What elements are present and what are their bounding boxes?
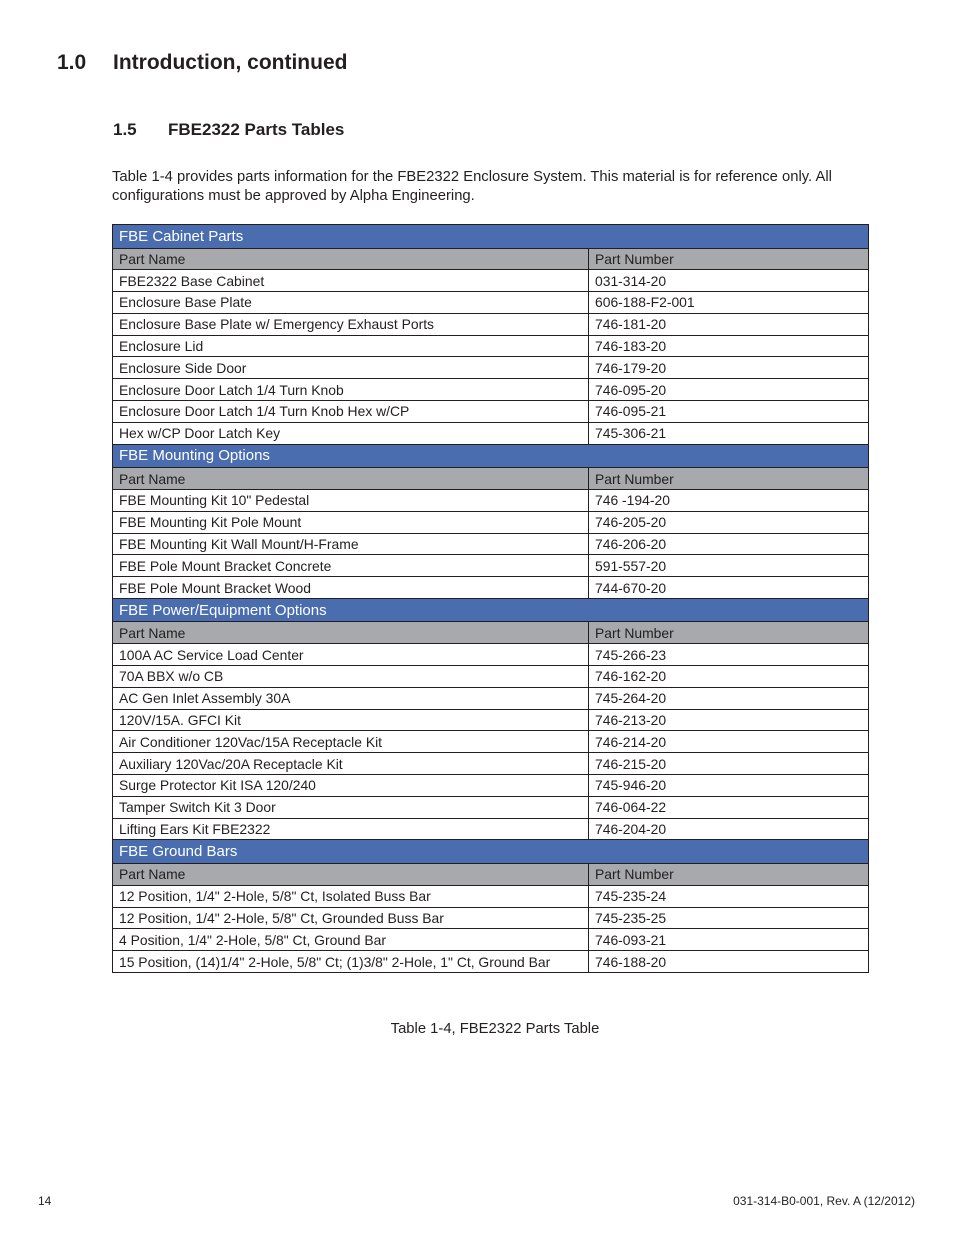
part-number-cell: 745-235-25	[589, 907, 869, 929]
part-name-cell: 12 Position, 1/4" 2-Hole, 5/8" Ct, Grounded Buss Bar	[113, 907, 589, 929]
section-title: FBE Mounting Options	[113, 444, 869, 468]
part-name-cell: FBE2322 Base Cabinet	[113, 270, 589, 292]
subheading-number: 1.5	[113, 120, 137, 139]
part-name-cell: 15 Position, (14)1/4" 2-Hole, 5/8" Ct; (1)3/8" 2-Hole, 1" Ct, Ground Bar	[113, 951, 589, 973]
part-number-cell: 746-205-20	[589, 511, 869, 533]
part-name-cell: FBE Pole Mount Bracket Concrete	[113, 555, 589, 577]
section-header-row	[113, 225, 869, 249]
table-row	[113, 644, 869, 666]
page-heading	[57, 51, 347, 75]
part-name-cell: 4 Position, 1/4" 2-Hole, 5/8" Ct, Ground Bar	[113, 929, 589, 951]
part-name-cell: FBE Pole Mount Bracket Wood	[113, 577, 589, 599]
part-number-cell: 746-162-20	[589, 666, 869, 688]
part-name-cell: AC Gen Inlet Assembly 30A	[113, 687, 589, 709]
part-name-cell: Enclosure Lid	[113, 335, 589, 357]
part-number-cell: 744-670-20	[589, 577, 869, 599]
part-number-cell: 746-204-20	[589, 818, 869, 840]
part-number-cell: 745-266-23	[589, 644, 869, 666]
part-number-cell: 746-093-21	[589, 929, 869, 951]
table-row	[113, 951, 869, 973]
part-number-cell: 746-179-20	[589, 357, 869, 379]
part-name-cell: Enclosure Door Latch 1/4 Turn Knob	[113, 379, 589, 401]
part-number-cell: 746-206-20	[589, 533, 869, 555]
part-name-cell: 120V/15A. GFCI Kit	[113, 709, 589, 731]
table-row	[113, 533, 869, 555]
table-row	[113, 929, 869, 951]
part-name-cell: Hex w/CP Door Latch Key	[113, 422, 589, 444]
part-number-cell: 746-215-20	[589, 753, 869, 775]
column-header-part-name: Part Name	[113, 863, 589, 885]
table-row	[113, 422, 869, 444]
column-header-row	[113, 863, 869, 885]
part-name-cell: Auxiliary 120Vac/20A Receptacle Kit	[113, 753, 589, 775]
section-header-row	[113, 444, 869, 468]
part-name-cell: Enclosure Side Door	[113, 357, 589, 379]
subheading-title: FBE2322 Parts Tables	[168, 120, 345, 139]
part-number-cell: 745-264-20	[589, 687, 869, 709]
part-name-cell: Enclosure Door Latch 1/4 Turn Knob Hex w/CP	[113, 401, 589, 423]
column-header-part-name: Part Name	[113, 248, 589, 270]
table-row	[113, 731, 869, 753]
part-number-cell: 746-213-20	[589, 709, 869, 731]
part-name-cell: 100A AC Service Load Center	[113, 644, 589, 666]
part-name-cell: FBE Mounting Kit Wall Mount/H-Frame	[113, 533, 589, 555]
table-row	[113, 753, 869, 775]
table-row	[113, 555, 869, 577]
table-row	[113, 818, 869, 840]
part-name-cell: Enclosure Base Plate	[113, 292, 589, 314]
part-name-cell: Tamper Switch Kit 3 Door	[113, 796, 589, 818]
column-header-part-name: Part Name	[113, 468, 589, 490]
table-row	[113, 313, 869, 335]
part-number-cell: 745-306-21	[589, 422, 869, 444]
column-header-part-number: Part Number	[589, 248, 869, 270]
table-row	[113, 292, 869, 314]
column-header-part-number: Part Number	[589, 863, 869, 885]
part-number-cell: 746-095-20	[589, 379, 869, 401]
part-name-cell: Enclosure Base Plate w/ Emergency Exhaust Ports	[113, 313, 589, 335]
part-name-cell: 70A BBX w/o CB	[113, 666, 589, 688]
table-row	[113, 796, 869, 818]
heading-number: 1.0	[57, 51, 87, 74]
part-number-cell: 591-557-20	[589, 555, 869, 577]
table-row	[113, 687, 869, 709]
part-number-cell: 606-188-F2-001	[589, 292, 869, 314]
table-row	[113, 907, 869, 929]
column-header-row	[113, 622, 869, 644]
section-header-row	[113, 840, 869, 864]
part-number-cell: 745-946-20	[589, 775, 869, 797]
section-title: FBE Ground Bars	[113, 840, 869, 864]
part-number-cell: 745-235-24	[589, 885, 869, 907]
table-row	[113, 709, 869, 731]
table-row	[113, 577, 869, 599]
part-number-cell: 746-064-22	[589, 796, 869, 818]
section-header-row	[113, 598, 869, 622]
intro-paragraph: Table 1-4 provides parts information for the FBE2322 Enclosure System. This material is for reference only. All configurations must be approved by Alpha Engineering.	[112, 169, 832, 204]
section-heading	[113, 120, 344, 140]
part-number-cell: 746-183-20	[589, 335, 869, 357]
table-row	[113, 401, 869, 423]
part-name-cell: Air Conditioner 120Vac/15A Receptacle Kit	[113, 731, 589, 753]
column-header-part-number: Part Number	[589, 622, 869, 644]
part-name-cell: Surge Protector Kit ISA 120/240	[113, 775, 589, 797]
column-header-part-number: Part Number	[589, 468, 869, 490]
part-name-cell: 12 Position, 1/4" 2-Hole, 5/8" Ct, Isolated Buss Bar	[113, 885, 589, 907]
table-row	[113, 775, 869, 797]
parts-table-body	[113, 225, 869, 973]
part-number-cell: 746 -194-20	[589, 489, 869, 511]
table-row	[113, 511, 869, 533]
column-header-row	[113, 468, 869, 490]
document-revision: 031-314-B0-001, Rev. A (12/2012)	[733, 1194, 915, 1208]
parts-table	[112, 224, 869, 973]
heading-title: Introduction, continued	[113, 51, 348, 74]
part-name-cell: FBE Mounting Kit Pole Mount	[113, 511, 589, 533]
table-row	[113, 885, 869, 907]
table-row	[113, 489, 869, 511]
section-title: FBE Power/Equipment Options	[113, 598, 869, 622]
part-number-cell: 746-214-20	[589, 731, 869, 753]
table-row	[113, 270, 869, 292]
table-caption: Table 1-4, FBE2322 Parts Table	[390, 1021, 600, 1037]
part-name-cell: FBE Mounting Kit 10" Pedestal	[113, 489, 589, 511]
column-header-part-name: Part Name	[113, 622, 589, 644]
table-row	[113, 335, 869, 357]
table-row	[113, 357, 869, 379]
table-row	[113, 379, 869, 401]
part-number-cell: 746-095-21	[589, 401, 869, 423]
part-number-cell: 746-188-20	[589, 951, 869, 973]
page-number: 14	[38, 1194, 52, 1208]
part-name-cell: Lifting Ears Kit FBE2322	[113, 818, 589, 840]
column-header-row	[113, 248, 869, 270]
part-number-cell: 746-181-20	[589, 313, 869, 335]
table-row	[113, 666, 869, 688]
section-title: FBE Cabinet Parts	[113, 225, 869, 249]
part-number-cell: 031-314-20	[589, 270, 869, 292]
